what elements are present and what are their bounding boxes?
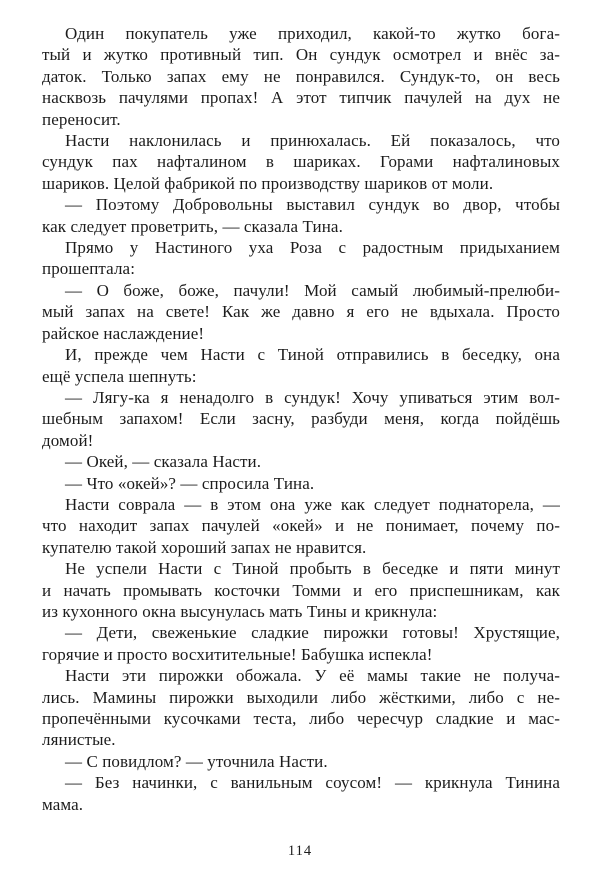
text-line: — О боже, боже, пачули! Мой самый любимый-прелюби-: [65, 280, 560, 300]
paragraph: [42, 451, 560, 472]
text-line: Насти соврала — в этом она уже как следует поднаторела, —: [65, 494, 560, 514]
text-line: шариков. Целой фабрикой по производству шариков от моли.: [42, 173, 494, 193]
text-line: пропечёнными кусочками теста, либо чересчур сладкие и мас-: [42, 709, 560, 728]
text-line: лись. Мамины пирожки выходили либо жёсткими, либо с не-: [42, 687, 560, 707]
text-line: ещё успела шепнуть:: [42, 366, 197, 386]
paragraph: [42, 772, 560, 815]
text-line: Насти наклонилась и принюхалась. Ей показалось, что: [65, 131, 560, 151]
text-line: и начать промывать косточки Томми и его приспешникам, как: [42, 580, 560, 600]
text-block: [42, 23, 560, 815]
paragraph: [42, 194, 560, 237]
text-line: тый и жутко противный тип. Он сундук осмотрел и внёс за-: [42, 45, 560, 65]
text-line: мама.: [42, 794, 84, 814]
text-line: — С повидлом? — уточнила Насти.: [65, 751, 328, 771]
text-line: — Поэтому Добровольны выставил сундук во двор, чтобы: [65, 195, 560, 215]
text-line: насквозь пачулями пропах! А этот типчик пачулей на дух не: [42, 88, 560, 108]
paragraph: [42, 622, 560, 665]
text-line: райское наслаждение!: [42, 323, 205, 343]
text-line: переносит.: [42, 109, 121, 129]
text-line: как следует проветрить, — сказала Тина.: [42, 216, 343, 236]
text-line: Не успели Насти с Тиной пробыть в беседке и пяти минут: [65, 559, 560, 579]
text-line: лянистые.: [42, 730, 116, 750]
text-line: — Лягу-ка я ненадолго в сундук! Хочу упиваться этим вол-: [65, 387, 560, 407]
text-line: мый запах на свете! Как же давно я его не вдыхала. Просто: [42, 302, 560, 322]
text-line: горячие и просто восхитительные! Бабушка испекла!: [42, 644, 433, 664]
text-line: И, прежде чем Насти с Тиной отправились в беседку, она: [65, 345, 560, 365]
paragraph: [42, 130, 560, 194]
page-number: 114: [287, 843, 313, 859]
paragraph: [42, 558, 560, 622]
text-line: домой!: [42, 430, 94, 450]
paragraph: [42, 280, 560, 344]
paragraph: [42, 237, 560, 280]
text-line: из кухонного окна высунулась мать Тины и крикнула:: [42, 601, 438, 621]
paragraph: [42, 751, 560, 772]
text-line: что находит запах пачулей «окей» и не понимает, почему по-: [42, 516, 560, 536]
text-line: купателю такой хороший запах не нравится.: [42, 537, 367, 557]
text-line: прошептала:: [42, 259, 136, 279]
text-line: Один покупатель уже приходил, какой-то жутко бога-: [65, 24, 560, 43]
paragraph: [42, 23, 560, 130]
text-line: Насти эти пирожки обожала. У её мамы такие не получа-: [65, 666, 560, 686]
paragraph: [42, 665, 560, 751]
text-line: — Что «окей»? — спросила Тина.: [65, 473, 315, 493]
text-line: шебным запахом! Если засну, разбуди меня, когда пойдёшь: [42, 409, 560, 429]
text-line: — Окей, — сказала Насти.: [65, 452, 262, 472]
paragraph: [42, 344, 560, 387]
text-line: — Без начинки, с ванильным соусом! — крикнула Тинина: [65, 773, 560, 793]
text-line: сундук пах нафталином в шариках. Горами нафталиновых: [42, 152, 560, 172]
paragraph: [42, 473, 560, 494]
text-line: — Дети, свеженькие сладкие пирожки готовы! Хрустящие,: [65, 623, 560, 643]
paragraph: [42, 387, 560, 451]
text-line: даток. Только запах ему не понравился. Сундук-то, он весь: [42, 66, 560, 86]
paragraph: [42, 494, 560, 558]
text-line: Прямо у Настиного уха Роза с радостным придыханием: [65, 238, 560, 258]
